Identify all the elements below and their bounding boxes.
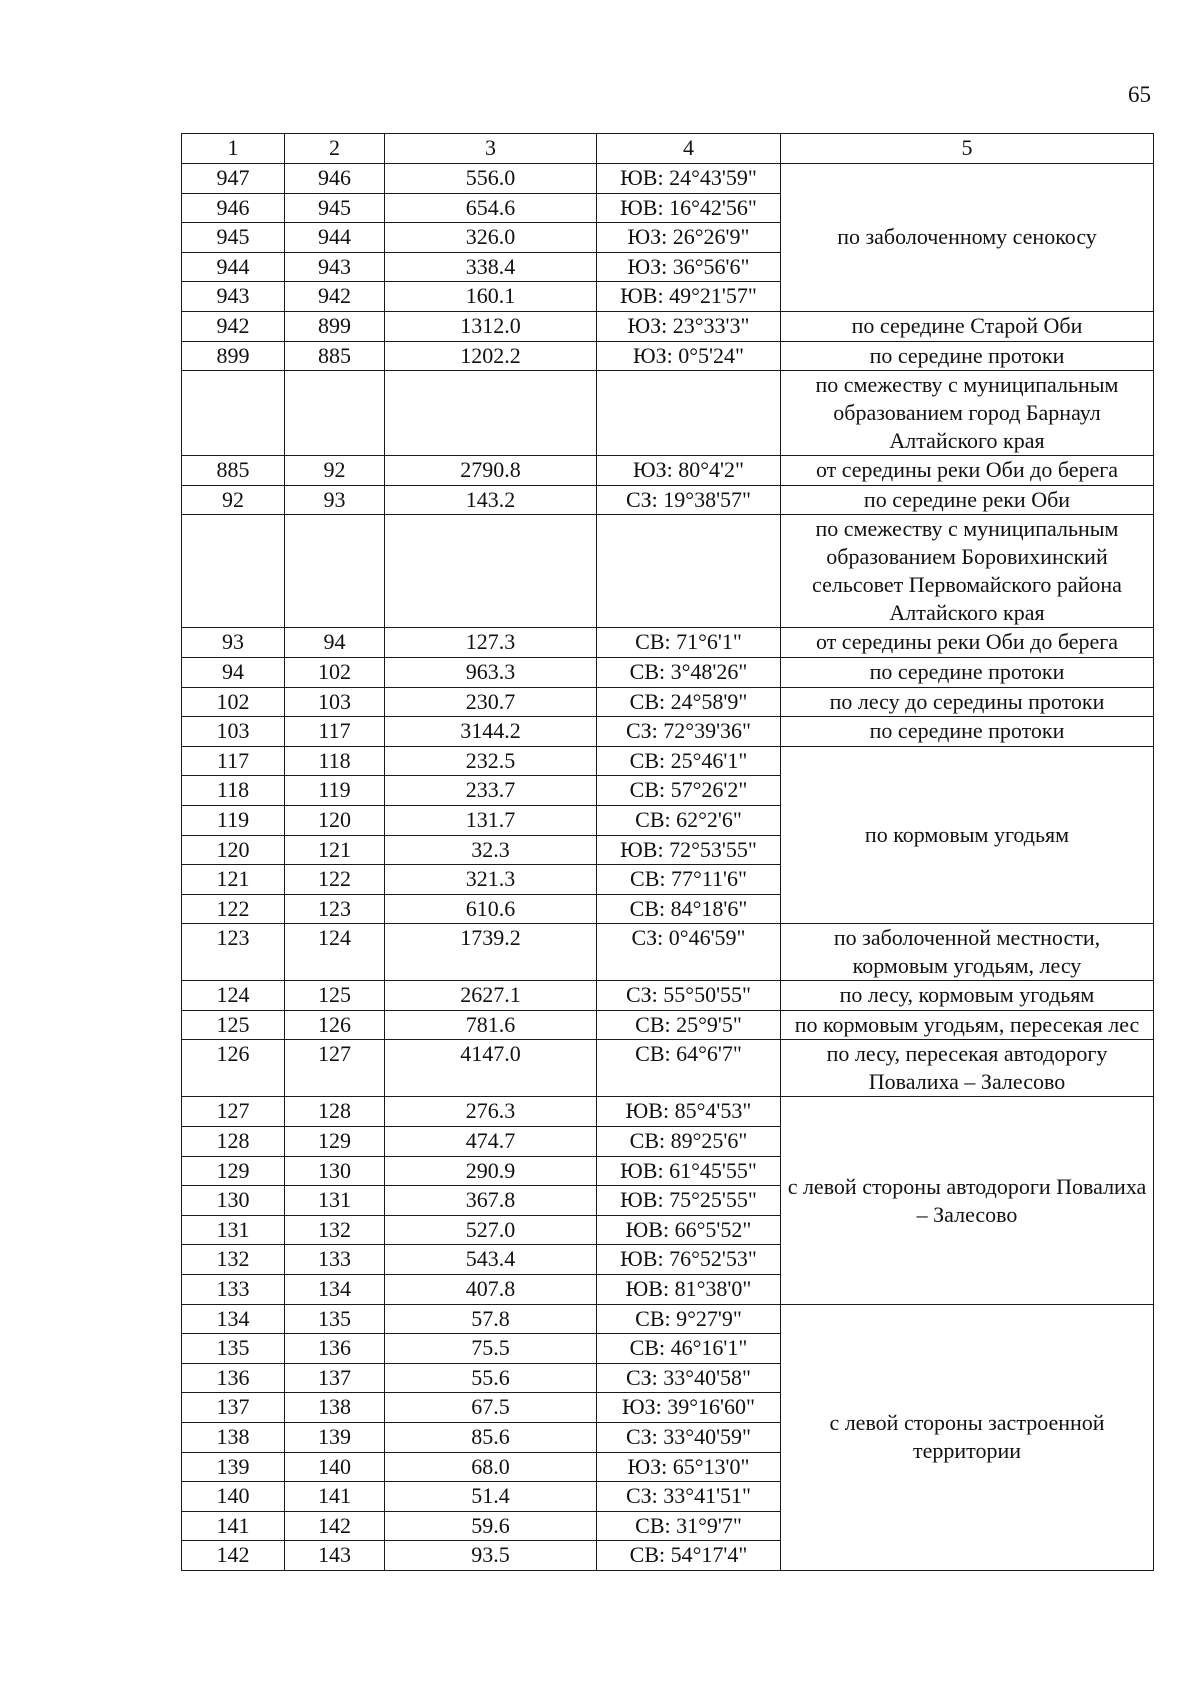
end-point-cell: 123 — [285, 894, 385, 924]
start-point-cell: 135 — [182, 1334, 285, 1364]
distance-cell: 367.8 — [385, 1186, 597, 1216]
bearing-cell: ЮЗ: 26°26'9" — [597, 223, 781, 253]
bearing-cell: СЗ: 55°50'55" — [597, 981, 781, 1011]
distance-cell: 963.3 — [385, 657, 597, 687]
bearing-cell: ЮВ: 81°38'0" — [597, 1275, 781, 1305]
end-point-cell: 124 — [285, 924, 385, 981]
end-point-cell: 141 — [285, 1482, 385, 1512]
start-point-cell: 125 — [182, 1010, 285, 1040]
start-point-cell: 126 — [182, 1040, 285, 1097]
table-row — [182, 687, 1154, 717]
table-row — [182, 371, 1154, 456]
distance-cell: 1202.2 — [385, 341, 597, 371]
bearing-cell: СВ: 54°17'4" — [597, 1541, 781, 1571]
start-point-cell: 122 — [182, 894, 285, 924]
start-point-cell: 137 — [182, 1393, 285, 1423]
distance-cell: 32.3 — [385, 835, 597, 865]
start-point-cell: 118 — [182, 776, 285, 806]
description-cell: по середине Старой Оби — [781, 311, 1154, 341]
bearing-cell: ЮВ: 66°5'52" — [597, 1215, 781, 1245]
start-point-cell: 102 — [182, 687, 285, 717]
bearing-cell: СВ: 62°2'6" — [597, 805, 781, 835]
start-point-cell: 943 — [182, 282, 285, 312]
end-point-cell: 885 — [285, 341, 385, 371]
table-row — [182, 515, 1154, 628]
bearing-cell — [597, 515, 781, 628]
start-point-cell: 120 — [182, 835, 285, 865]
end-point-cell: 103 — [285, 687, 385, 717]
description-cell: по кормовым угодьям, пересекая лес — [781, 1010, 1154, 1040]
distance-cell: 93.5 — [385, 1541, 597, 1571]
distance-cell: 127.3 — [385, 628, 597, 658]
description-cell: с левой стороны застроенной территории — [781, 1304, 1154, 1570]
bearing-cell: ЮВ: 75°25'55" — [597, 1186, 781, 1216]
bearing-cell: СВ: 3°48'26" — [597, 657, 781, 687]
bearing-cell: СВ: 24°58'9" — [597, 687, 781, 717]
distance-cell: 338.4 — [385, 252, 597, 282]
bearing-cell: ЮЗ: 0°5'24" — [597, 341, 781, 371]
table-row — [182, 341, 1154, 371]
header-col-2: 2 — [285, 134, 385, 164]
bearing-cell: СЗ: 33°40'58" — [597, 1363, 781, 1393]
description-cell: по середине протоки — [781, 341, 1154, 371]
start-point-cell: 132 — [182, 1245, 285, 1275]
start-point-cell: 899 — [182, 341, 285, 371]
distance-cell: 276.3 — [385, 1097, 597, 1127]
end-point-cell: 131 — [285, 1186, 385, 1216]
start-point-cell: 141 — [182, 1511, 285, 1541]
end-point-cell: 136 — [285, 1334, 385, 1364]
end-point-cell: 94 — [285, 628, 385, 658]
start-point-cell: 947 — [182, 164, 285, 194]
end-point-cell: 128 — [285, 1097, 385, 1127]
table-row — [182, 485, 1154, 515]
start-point-cell: 133 — [182, 1275, 285, 1305]
start-point-cell: 942 — [182, 311, 285, 341]
bearing-cell: ЮЗ: 23°33'3" — [597, 311, 781, 341]
description-cell: от середины реки Оби до берега — [781, 456, 1154, 486]
bearing-cell: ЮВ: 24°43'59" — [597, 164, 781, 194]
bearing-cell: СВ: 77°11'6" — [597, 865, 781, 895]
start-point-cell: 129 — [182, 1156, 285, 1186]
end-point-cell: 142 — [285, 1511, 385, 1541]
end-point-cell: 944 — [285, 223, 385, 253]
bearing-cell: ЮВ: 76°52'53" — [597, 1245, 781, 1275]
distance-cell: 543.4 — [385, 1245, 597, 1275]
end-point-cell: 139 — [285, 1423, 385, 1453]
distance-cell: 556.0 — [385, 164, 597, 194]
bearing-cell: СВ: 57°26'2" — [597, 776, 781, 806]
table-row — [182, 311, 1154, 341]
end-point-cell: 140 — [285, 1452, 385, 1482]
end-point-cell: 138 — [285, 1393, 385, 1423]
page-number: 65 — [1128, 82, 1151, 107]
bearing-cell: СВ: 89°25'6" — [597, 1127, 781, 1157]
bearing-cell: СЗ: 19°38'57" — [597, 485, 781, 515]
end-point-cell: 137 — [285, 1363, 385, 1393]
start-point-cell: 94 — [182, 657, 285, 687]
distance-cell: 290.9 — [385, 1156, 597, 1186]
end-point-cell: 945 — [285, 193, 385, 223]
end-point-cell: 134 — [285, 1275, 385, 1305]
description-cell: по лесу, кормовым угодьям — [781, 981, 1154, 1011]
distance-cell: 230.7 — [385, 687, 597, 717]
end-point-cell: 129 — [285, 1127, 385, 1157]
distance-cell: 2790.8 — [385, 456, 597, 486]
distance-cell: 610.6 — [385, 894, 597, 924]
description-cell: по середине реки Оби — [781, 485, 1154, 515]
distance-cell: 527.0 — [385, 1215, 597, 1245]
start-point-cell: 139 — [182, 1452, 285, 1482]
start-point-cell: 945 — [182, 223, 285, 253]
boundary-table — [181, 133, 1154, 1571]
distance-cell: 75.5 — [385, 1334, 597, 1364]
end-point-cell: 143 — [285, 1541, 385, 1571]
distance-cell: 68.0 — [385, 1452, 597, 1482]
end-point-cell: 135 — [285, 1304, 385, 1334]
description-cell: по смежеству с муниципальным образованием Боровихинский сельсовет Первомайского района Алтайского края — [781, 515, 1154, 628]
header-col-1: 1 — [182, 134, 285, 164]
start-point-cell: 138 — [182, 1423, 285, 1453]
distance-cell: 321.3 — [385, 865, 597, 895]
end-point-cell: 119 — [285, 776, 385, 806]
table-row — [182, 924, 1154, 981]
distance-cell: 1312.0 — [385, 311, 597, 341]
start-point-cell: 130 — [182, 1186, 285, 1216]
start-point-cell: 134 — [182, 1304, 285, 1334]
distance-cell: 59.6 — [385, 1511, 597, 1541]
header-row — [182, 134, 1154, 164]
start-point-cell: 123 — [182, 924, 285, 981]
table-row — [182, 981, 1154, 1011]
bearing-cell: ЮЗ: 65°13'0" — [597, 1452, 781, 1482]
description-cell: по заболоченной местности, кормовым угодьям, лесу — [781, 924, 1154, 981]
start-point-cell: 117 — [182, 746, 285, 776]
distance-cell: 4147.0 — [385, 1040, 597, 1097]
end-point-cell: 117 — [285, 717, 385, 747]
start-point-cell — [182, 371, 285, 456]
table-row — [182, 456, 1154, 486]
distance-cell: 3144.2 — [385, 717, 597, 747]
bearing-cell: СВ: 25°9'5" — [597, 1010, 781, 1040]
bearing-cell: СВ: 46°16'1" — [597, 1334, 781, 1364]
distance-cell: 131.7 — [385, 805, 597, 835]
bearing-cell: ЮВ: 61°45'55" — [597, 1156, 781, 1186]
description-cell: по середине протоки — [781, 657, 1154, 687]
description-cell: по смежеству с муниципальным образованием город Барнаул Алтайского края — [781, 371, 1154, 456]
table-row — [182, 1040, 1154, 1097]
bearing-cell: ЮВ: 72°53'55" — [597, 835, 781, 865]
bearing-cell: СВ: 25°46'1" — [597, 746, 781, 776]
distance-cell — [385, 371, 597, 456]
end-point-cell: 943 — [285, 252, 385, 282]
bearing-cell: СЗ: 33°41'51" — [597, 1482, 781, 1512]
end-point-cell: 92 — [285, 456, 385, 486]
start-point-cell: 127 — [182, 1097, 285, 1127]
start-point-cell: 103 — [182, 717, 285, 747]
description-cell: по середине протоки — [781, 717, 1154, 747]
header-col-3: 3 — [385, 134, 597, 164]
description-cell: с левой стороны автодороги Повалиха – Залесово — [781, 1097, 1154, 1304]
bearing-cell: СВ: 9°27'9" — [597, 1304, 781, 1334]
table-row — [182, 746, 1154, 776]
distance-cell: 2627.1 — [385, 981, 597, 1011]
table-row — [182, 717, 1154, 747]
header-col-4: 4 — [597, 134, 781, 164]
start-point-cell: 140 — [182, 1482, 285, 1512]
bearing-cell: ЮВ: 49°21'57" — [597, 282, 781, 312]
start-point-cell: 119 — [182, 805, 285, 835]
distance-cell: 57.8 — [385, 1304, 597, 1334]
distance-cell: 232.5 — [385, 746, 597, 776]
distance-cell: 85.6 — [385, 1423, 597, 1453]
end-point-cell: 946 — [285, 164, 385, 194]
bearing-cell: СВ: 84°18'6" — [597, 894, 781, 924]
description-cell: по лесу, пересекая автодорогу Повалиха – Залесово — [781, 1040, 1154, 1097]
table-row — [182, 657, 1154, 687]
start-point-cell: 136 — [182, 1363, 285, 1393]
end-point-cell: 102 — [285, 657, 385, 687]
end-point-cell: 122 — [285, 865, 385, 895]
table-row — [182, 1010, 1154, 1040]
table-body — [182, 164, 1154, 1571]
end-point-cell — [285, 515, 385, 628]
bearing-cell: СЗ: 0°46'59" — [597, 924, 781, 981]
distance-cell: 55.6 — [385, 1363, 597, 1393]
table-row — [182, 628, 1154, 658]
start-point-cell — [182, 515, 285, 628]
distance-cell: 67.5 — [385, 1393, 597, 1423]
table-row — [182, 1097, 1154, 1127]
start-point-cell: 131 — [182, 1215, 285, 1245]
distance-cell: 143.2 — [385, 485, 597, 515]
bearing-cell: ЮЗ: 39°16'60" — [597, 1393, 781, 1423]
end-point-cell: 899 — [285, 311, 385, 341]
end-point-cell: 93 — [285, 485, 385, 515]
distance-cell: 407.8 — [385, 1275, 597, 1305]
distance-cell: 233.7 — [385, 776, 597, 806]
end-point-cell: 118 — [285, 746, 385, 776]
table-row — [182, 1304, 1154, 1334]
bearing-cell — [597, 371, 781, 456]
distance-cell: 326.0 — [385, 223, 597, 253]
distance-cell: 1739.2 — [385, 924, 597, 981]
end-point-cell: 133 — [285, 1245, 385, 1275]
start-point-cell: 946 — [182, 193, 285, 223]
start-point-cell: 885 — [182, 456, 285, 486]
start-point-cell: 944 — [182, 252, 285, 282]
bearing-cell: СЗ: 33°40'59" — [597, 1423, 781, 1453]
bearing-cell: СВ: 71°6'1" — [597, 628, 781, 658]
end-point-cell: 126 — [285, 1010, 385, 1040]
end-point-cell: 942 — [285, 282, 385, 312]
distance-cell: 160.1 — [385, 282, 597, 312]
table-header — [182, 134, 1154, 164]
end-point-cell: 132 — [285, 1215, 385, 1245]
end-point-cell: 125 — [285, 981, 385, 1011]
end-point-cell: 127 — [285, 1040, 385, 1097]
end-point-cell: 120 — [285, 805, 385, 835]
bearing-cell: СЗ: 72°39'36" — [597, 717, 781, 747]
distance-cell: 474.7 — [385, 1127, 597, 1157]
distance-cell: 51.4 — [385, 1482, 597, 1512]
header-col-5: 5 — [781, 134, 1154, 164]
description-cell: по заболоченному сенокосу — [781, 164, 1154, 312]
distance-cell: 781.6 — [385, 1010, 597, 1040]
end-point-cell: 130 — [285, 1156, 385, 1186]
bearing-cell: СВ: 64°6'7" — [597, 1040, 781, 1097]
bearing-cell: ЮЗ: 80°4'2" — [597, 456, 781, 486]
distance-cell — [385, 515, 597, 628]
end-point-cell: 121 — [285, 835, 385, 865]
start-point-cell: 121 — [182, 865, 285, 895]
distance-cell: 654.6 — [385, 193, 597, 223]
start-point-cell: 128 — [182, 1127, 285, 1157]
bearing-cell: ЮВ: 85°4'53" — [597, 1097, 781, 1127]
start-point-cell: 92 — [182, 485, 285, 515]
bearing-cell: ЮЗ: 36°56'6" — [597, 252, 781, 282]
description-cell: от середины реки Оби до берега — [781, 628, 1154, 658]
start-point-cell: 142 — [182, 1541, 285, 1571]
table-row — [182, 164, 1154, 194]
bearing-cell: СВ: 31°9'7" — [597, 1511, 781, 1541]
description-cell: по лесу до середины протоки — [781, 687, 1154, 717]
description-cell: по кормовым угодьям — [781, 746, 1154, 924]
start-point-cell: 93 — [182, 628, 285, 658]
end-point-cell — [285, 371, 385, 456]
bearing-cell: ЮВ: 16°42'56" — [597, 193, 781, 223]
start-point-cell: 124 — [182, 981, 285, 1011]
